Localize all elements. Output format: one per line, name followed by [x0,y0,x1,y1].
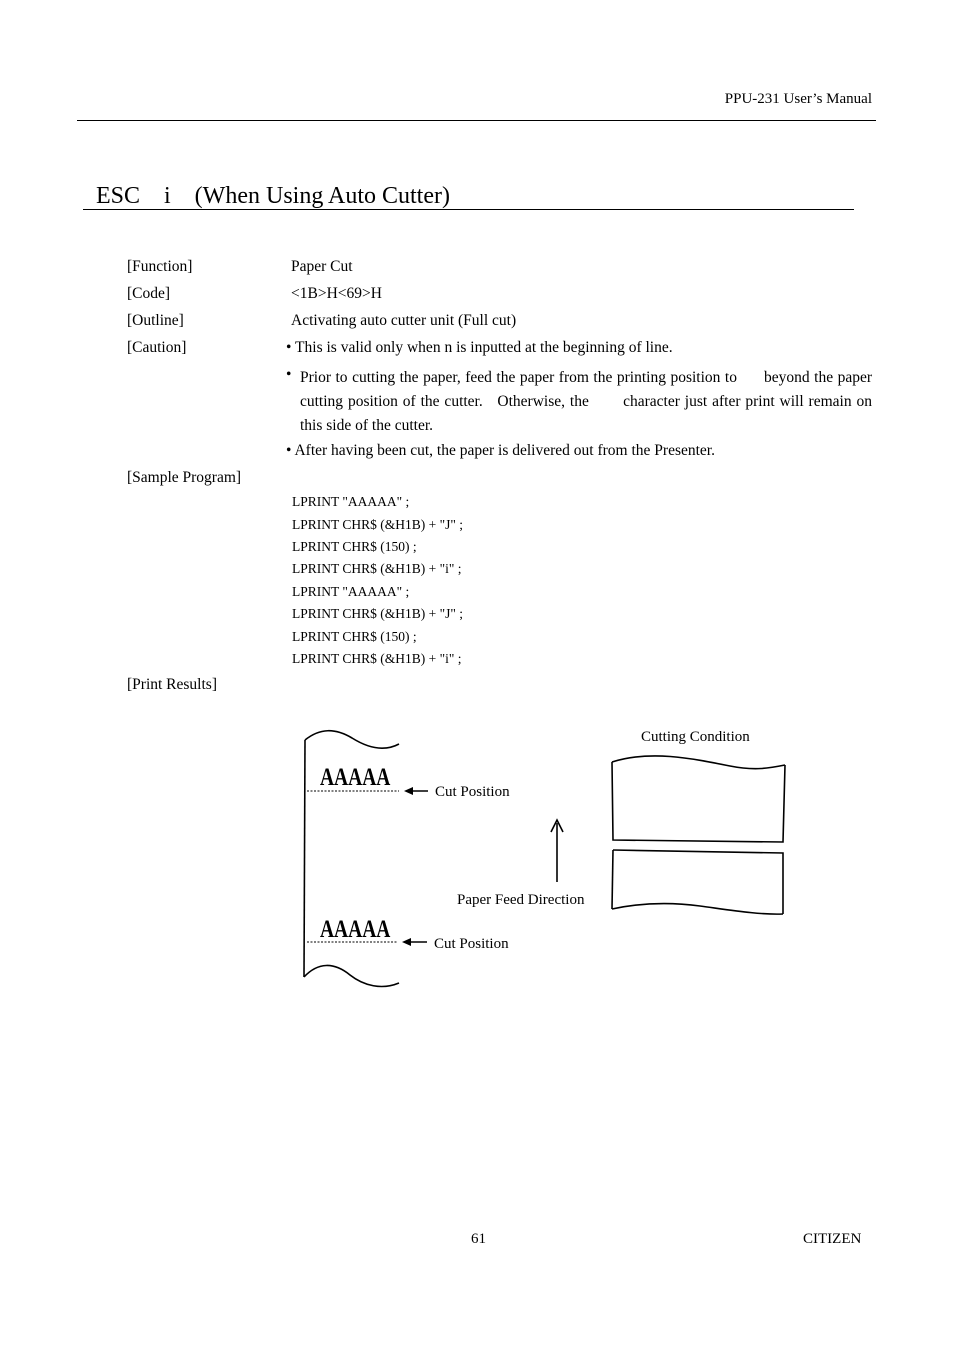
code-value: <1B>H<69>H [291,285,382,302]
footer-brand: CITIZEN [803,1231,862,1247]
code-line-1: LPRINT "AAAAA" ; [292,494,410,509]
code-line-7: LPRINT CHR$ (150) ; [292,629,417,644]
running-header: PPU-231 User’s Manual [724,91,872,107]
code-line-5: LPRINT "AAAAA" ; [292,584,410,599]
caution-text-3: After having been cut, the paper is delivered out from the Presenter. [294,442,715,459]
printed-text-top: AAAAA [320,762,391,791]
bullet-icon: • [286,442,292,459]
bullet-icon: • [286,366,292,383]
code-line-3: LPRINT CHR$ (150) ; [292,539,417,554]
cut-paper-lower [612,850,783,914]
outline-label: [Outline] [127,312,184,329]
cut-position-label-top: Cut Position [435,784,510,800]
section-title: ESC i (When Using Auto Cutter) [96,183,450,209]
print-results-label: [Print Results] [127,676,217,693]
code-line-2: LPRINT CHR$ (&H1B) + "J" ; [292,517,464,532]
cut-position-label-bottom: Cut Position [434,936,509,952]
sample-program-label: [Sample Program] [127,469,242,486]
bullet-icon: • [286,339,292,356]
cut-paper-upper [612,756,785,842]
code-label: [Code] [127,285,171,302]
paper-feed-direction-label: Paper Feed Direction [457,892,585,908]
code-line-8: LPRINT CHR$ (&H1B) + "i" ; [292,651,462,666]
caution-text-1: This is valid only when n is inputted at the beginning of line. [295,339,673,356]
left-arrow-icon [402,938,427,946]
function-value: Paper Cut [291,258,353,275]
up-arrow-icon [551,820,563,882]
left-arrow-icon [404,787,428,795]
outline-value: Activating auto cutter unit (Full cut) [291,312,517,329]
printed-text-bottom: AAAAA [320,914,391,943]
function-label: [Function] [127,258,193,275]
cutting-condition-label: Cutting Condition [641,729,750,745]
code-line-4: LPRINT CHR$ (&H1B) + "i" ; [292,561,462,576]
code-line-6: LPRINT CHR$ (&H1B) + "J" ; [292,606,464,621]
caution-text-2: Prior to cutting the paper, feed the paper from the printing position to beyond the paper cutting position of the cutter. Otherwise, the character just after print will remain on this side of the cutter. [300,369,876,434]
page-number: 61 [471,1231,486,1247]
caution-label: [Caution] [127,339,187,356]
